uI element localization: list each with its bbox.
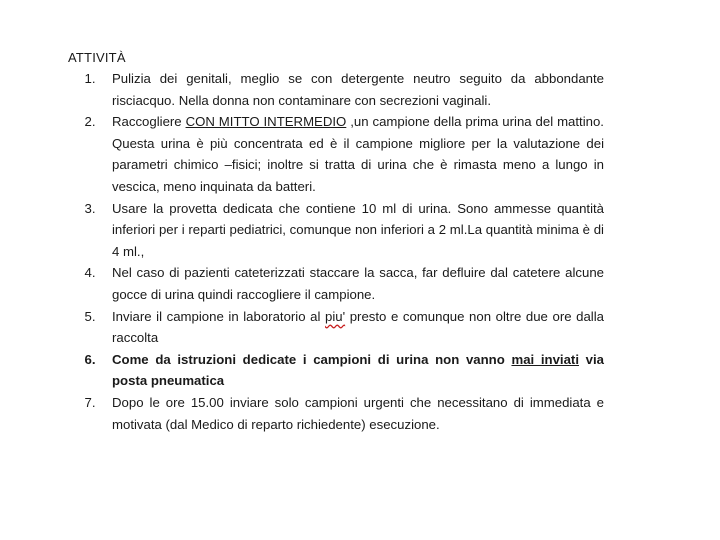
item-number: 1. (84, 71, 96, 86)
section-heading: ATTIVITÀ (68, 50, 126, 65)
item-text-after: presto e comunque non oltre due ore dalla raccolta (112, 308, 604, 346)
item-number: 3. (84, 200, 96, 216)
list-item-3 (68, 198, 604, 263)
item-number: 7. (84, 394, 96, 410)
item-number: 4. (84, 265, 96, 281)
item-text-before: Come da istruzioni dedicate i campioni di urina non vanno (112, 351, 512, 367)
item-text: Nel caso di pazienti cateterizzati staccare la sacca, far defluire dal catetere alcune gocce di urina quindi raccogliere il campione. (112, 265, 604, 302)
spellcheck-flagged-word: piu' (325, 308, 346, 324)
item-text-after: ,un campione della prima urina del mattino. Questa urina è più concentrata ed è il campione migliore per la valutazione dei parametri chimico –fisici; inoltre si tratta di urina che è rimasta meno a lungo in vescica, meno inquinata da batteri. (112, 114, 604, 194)
item-text: Pulizia dei genitali, meglio se con detergente neutro seguito da abbondante risciacquo. Nella donna non contaminare con secrezioni vaginali. (112, 71, 604, 108)
list-item-1 (68, 68, 604, 111)
item-text (112, 349, 604, 392)
item-text: Dopo le ore 15.00 inviare solo campioni urgenti che necessitano di immediata e motivata (dal Medico di reparto richiedente) esecuzione. (112, 394, 604, 432)
activity-list (68, 68, 604, 435)
underlined-phrase: mai inviati (511, 351, 579, 367)
item-text-after: via posta pneumatica (112, 351, 604, 389)
item-text (112, 111, 604, 197)
list-item-6 (68, 349, 604, 392)
list-item-7 (68, 392, 604, 435)
list-item-5 (68, 306, 604, 349)
list-item-2 (68, 111, 604, 197)
item-number: 5. (84, 308, 96, 324)
item-text: Usare la provetta dedicata che contiene 10 ml di urina. Sono ammesse quantità inferiori per i reparti pediatrici, comunque non inferiori a 2 ml.La quantità minima è di 4 ml., (112, 200, 604, 259)
item-text-before: Inviare il campione in laboratorio al (112, 308, 325, 324)
item-text-before: Raccogliere (112, 114, 186, 130)
item-number: 2. (84, 114, 96, 130)
list-item-4 (68, 262, 604, 305)
item-number: 6. (84, 351, 96, 367)
item-text (112, 306, 604, 349)
underlined-phrase: CON MITTO INTERMEDIO (185, 114, 347, 130)
